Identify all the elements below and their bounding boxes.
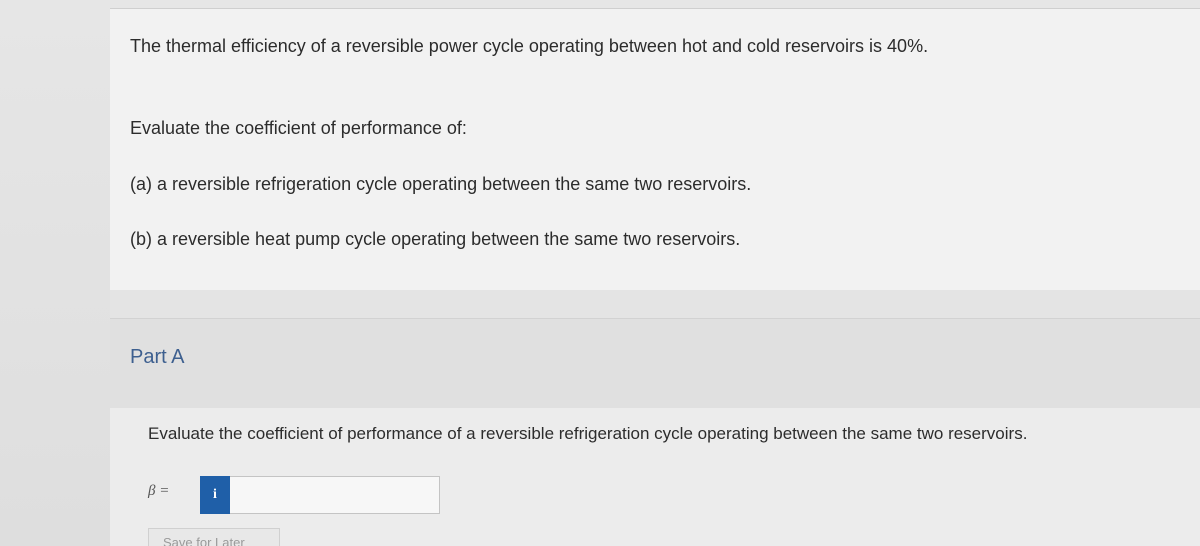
save-for-later-button[interactable] (148, 528, 280, 546)
answer-input[interactable] (231, 477, 443, 515)
problem-evaluate-prompt: Evaluate the coefficient of performance of: (130, 118, 467, 138)
save-for-later-label: Save for Later (163, 535, 245, 546)
info-icon[interactable]: i (200, 476, 230, 514)
part-header[interactable] (110, 318, 1200, 409)
problem-part-a: (a) a reversible refrigeration cycle operating between the same two reservoirs. (130, 174, 752, 194)
section-divider (110, 290, 1200, 318)
problem-part-b: (b) a reversible heat pump cycle operating between the same two reservoirs. (130, 229, 741, 249)
problem-intro: The thermal efficiency of a reversible power cycle operating between hot and cold reservoirs is 40%. (130, 36, 929, 56)
part-a-title[interactable]: Part A (130, 346, 185, 368)
part-a-question: Evaluate the coefficient of performance of a reversible refrigeration cycle operating between the same two reservoirs. (148, 424, 1028, 443)
beta-label: β = (148, 483, 170, 499)
